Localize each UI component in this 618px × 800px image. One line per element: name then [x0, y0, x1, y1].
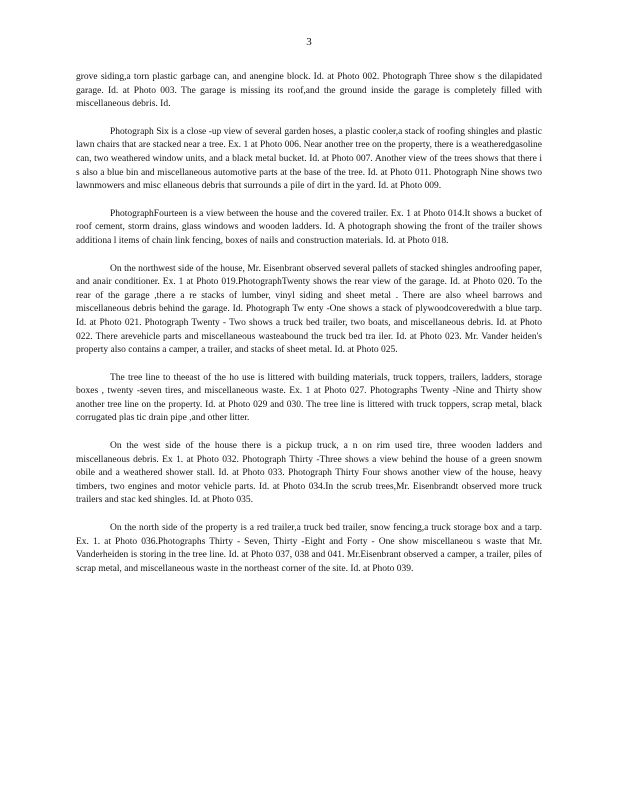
- paragraph-east-tree-line: The tree line to theeast of the ho use is littered with building materials, truck toppers, trailers, ladders, storage boxes , twenty -seven tires, and miscellaneous waste. Ex. 1 at Photo 027. Photographs Twenty -Nine and Thirty show another tree line on the property. Id. at Photo 029 and 030. The tree line is littered with truck toppers, scrap metal, black corrugated plas tic drain pipe ,and other litter.: [76, 372, 542, 424]
- paragraph-garage: grove siding,a torn plastic garbage can, and anengine block. Id. at Photo 002. Photograph Three show s the dilapidated garage. Id. at Photo 003. The garage is missing its roof,and the ground inside the garage is completely filled with miscellaneous debris. Id.: [76, 72, 542, 110]
- paragraph-garden-hoses: Photograph Six is a close -up view of several garden hoses, a plastic cooler,a stack of roofing shingles and plastic lawn chairs that are stacked near a tree. Ex. 1 at Photo 006. Near another tree on the property, there is a weatheredgasoline can, two weathered window units, and a black metal bucket. Id. at Photo 007. Another view of the trees shows that there i s also a blue bin and miscellaneous automotive parts at the base of the tree. Id. at Photo 011. Photograph Nine shows two lawnmowers and misc ellaneous debris that surrounds a pile of dirt in the yard. Id. at Photo 009.: [76, 126, 542, 192]
- body-text: [76, 71, 542, 576]
- page-number: 3: [306, 36, 312, 48]
- paragraph-northwest-side: On the northwest side of the house, Mr. Eisenbrant observed several pallets of stacked shingles androofing paper, and anair conditioner. Ex. 1 at Photo 019.PhotographTwenty shows the rear view of the garage. Id. at Photo 020. To the rear of the garage ,there a re stacks of lumber, vinyl siding and sheet metal . There are also wheel barrows and miscellaneous debris behind the garage. Id. Photograph Tw enty -One shows a stack of plywoodcoveredwith a blue tarp. Id. at Photo 021. Photograph Twenty - Two shows a truck bed trailer, two boats, and miscellaneous debris. Id. at Photo 022. There arevehicle parts and miscellaneous wasteabound the truck bed tra iler. Id. at Photo 023. Mr. Vander heiden's property also contains a camper, a trailer, and stacks of sheet metal. Id. at Photo 025.: [76, 263, 542, 356]
- paragraph-north-side: On the north side of the property is a red trailer,a truck bed trailer, snow fencing,a truck storage box and a tarp. Ex. 1. at Photo 036.Photographs Thirty - Seven, Thirty -Eight and Forty - One show miscellaneou s waste that Mr. Vanderheiden is storing in the tree line. Id. at Photo 037, 038 and 041. Mr.Eisenbrant observed a camper, a trailer, piles of scrap metal, and miscellaneous waste in the northeast corner of the site. Id. at Photo 039.: [76, 523, 542, 574]
- paragraph-west-side: On the west side of the house there is a pickup truck, a n on rim used tire, three wooden ladders and miscellaneous debris. Ex 1. at Photo 032. Photograph Thirty -Three shows a view behind the house of a green snowm obile and a weathered shower stall. Id. at Photo 033. Photograph Thirty Four shows another view of the house, heavy timbers, two engines and motor vehicle parts. Id. at Photo 034.In the scrub trees,Mr. Eisenbrandt observed more truck trailers and stac ked shingles. Id. at Photo 035.: [76, 441, 542, 506]
- paragraph-covered-trailer: PhotographFourteen is a view between the house and the covered trailer. Ex. 1 at Photo 014.It shows a bucket of roof cement, storm drains, glass windows and wooden ladders. Id. A photograph showing the front of the trailer shows additiona l items of chain link fencing, boxes of nails and construction materials. Id. at Photo 018.: [76, 208, 542, 246]
